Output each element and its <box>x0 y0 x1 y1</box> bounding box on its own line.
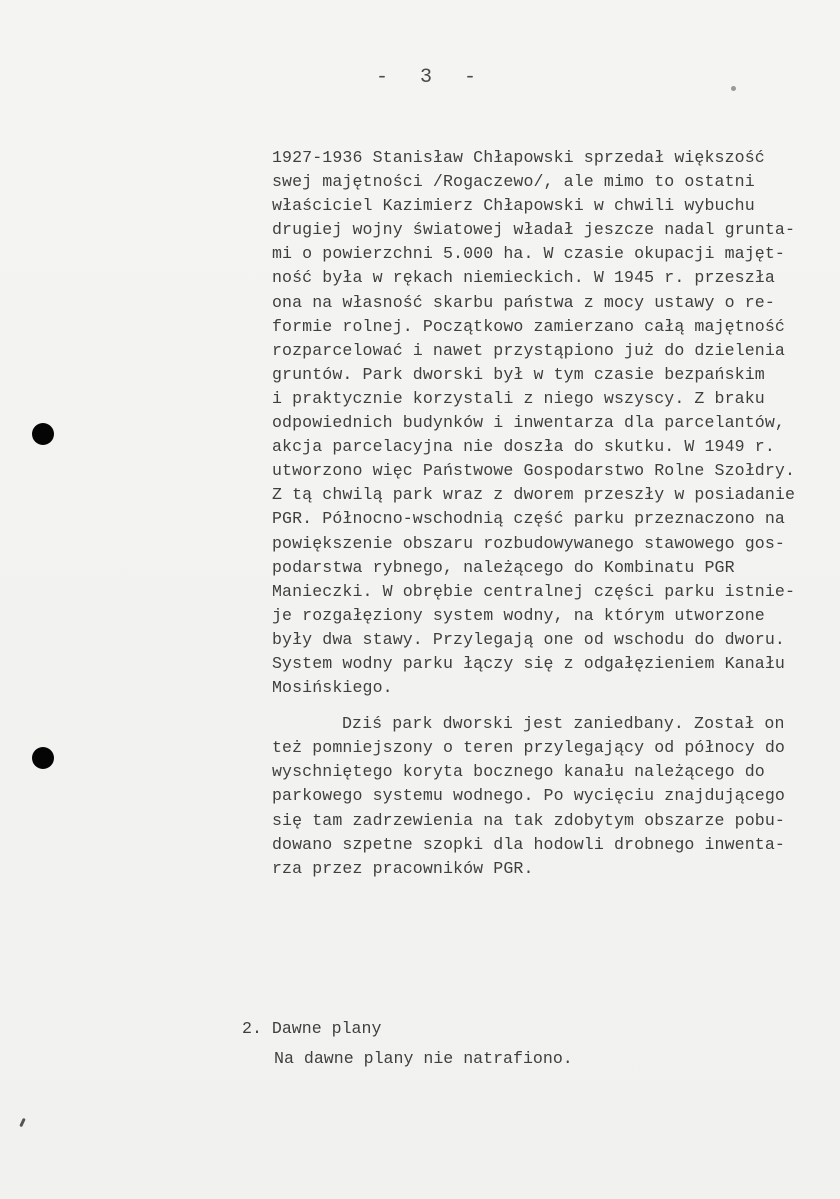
text-line: były dwa stawy. Przylegają one od wschodu do dworu. <box>272 629 785 649</box>
text-line: i praktycznie korzystali z niego wszyscy. Z braku <box>272 388 765 408</box>
section-dawne-plany <box>242 1014 573 1074</box>
text-line: mi o powierzchni 5.000 ha. W czasie okupacji majęt- <box>272 244 785 264</box>
text-line: Z tą chwilą park wraz z dworem przeszły w posiadanie <box>272 485 796 505</box>
text-line: ność była w rękach niemieckich. W 1945 r. przeszła <box>272 268 775 288</box>
text-line: ona na własność skarbu państwa z mocy ustawy o re- <box>272 292 775 312</box>
paragraph-1 <box>272 146 832 700</box>
text-line: Dziś park dworski jest zaniedbany. Został on <box>342 714 785 734</box>
text-line: utworzono więc Państwowe Gospodarstwo Rolne Szołdry. <box>272 461 796 481</box>
punch-hole-bottom <box>32 747 54 769</box>
paper-speck <box>731 86 736 91</box>
text-line: powiększenie obszaru rozbudowywanego stawowego gos- <box>272 533 785 553</box>
page-number: - 3 - <box>376 66 487 89</box>
text-line: akcja parcelacyjna nie doszła do skutku. W 1949 r. <box>272 437 775 457</box>
paragraph-gap <box>272 700 832 712</box>
paper-mark <box>19 1118 26 1127</box>
text-line: parkowego systemu wodnego. Po wycięciu znajdującego <box>272 786 785 806</box>
text-line: dowano szpetne szopki dla hodowli drobnego inwenta- <box>272 834 785 854</box>
section-text: Na dawne plany nie natrafiono. <box>274 1049 573 1068</box>
text-line: właściciel Kazimierz Chłapowski w chwili wybuchu <box>272 196 755 216</box>
section-heading: 2. Dawne plany <box>242 1019 382 1038</box>
paragraph-2 <box>272 712 832 881</box>
text-line: drugiej wojny światowej władał jeszcze nadal grunta- <box>272 220 796 240</box>
text-line: PGR. Północno-wschodnią część parku przeznaczono na <box>272 509 785 529</box>
text-line: Mosińskiego. <box>272 678 393 698</box>
text-line: je rozgałęziony system wodny, na którym utworzone <box>272 605 765 625</box>
punch-hole-top <box>32 423 54 445</box>
text-line: System wodny parku łączy się z odgałęzieniem Kanału <box>272 653 785 673</box>
text-line: 1927-1936 Stanisław Chłapowski sprzedał większość <box>272 148 765 167</box>
text-line: formie rolnej. Początkowo zamierzano całą majętność <box>272 316 785 336</box>
text-line: się tam zadrzewienia na tak zdobytym obszarze pobu- <box>272 810 785 830</box>
body-text <box>272 146 832 881</box>
text-line: rozparcelować i nawet przystąpiono już do dzielenia <box>272 340 785 360</box>
text-line: swej majętności /Rogaczewo/, ale mimo to ostatni <box>272 172 755 192</box>
text-line: rza przez pracowników PGR. <box>272 858 534 878</box>
text-line: Manieczki. W obrębie centralnej części parku istnie- <box>272 581 796 601</box>
text-line: odpowiednich budynków i inwentarza dla parcelantów, <box>272 413 785 433</box>
text-line: gruntów. Park dworski był w tym czasie bezpańskim <box>272 364 765 384</box>
text-line: podarstwa rybnego, należącego do Kombinatu PGR <box>272 557 735 577</box>
text-line: wyschniętego koryta bocznego kanału należącego do <box>272 762 765 782</box>
text-line: też pomniejszony o teren przylegający od północy do <box>272 738 785 758</box>
